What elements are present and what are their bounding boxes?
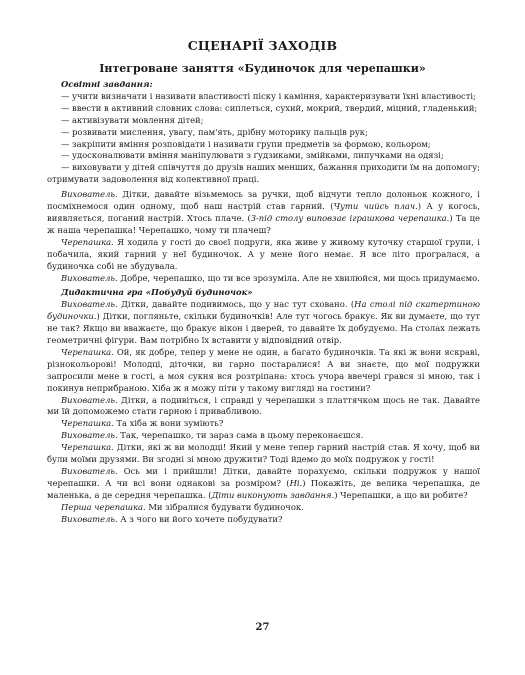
dialogue-paragraph: Перша черепашка. Ми зібралися будувати будиночок. xyxy=(61,501,304,512)
task-item: — розвивати мислення, увагу, пам'ять, дрібну моторику пальців рук; xyxy=(61,126,368,137)
stage-direction: Чути чийсь плач. xyxy=(333,201,418,212)
task-item: — удосконалювати вміння маніпулювати з ґудзиками, змійками, липучками на одязі; xyxy=(61,150,444,161)
task-item: — учити визначати і називати властивості піску і каміння, характеризувати їхні властивості; xyxy=(61,90,476,101)
speaker-name: Черепашка. xyxy=(61,418,114,429)
dialogue-paragraph: Вихователь. Так, черепашко, ти зараз сама в цьому переконаєшся. xyxy=(61,430,364,441)
stage-direction: Ні. xyxy=(289,477,303,488)
task-item: — ввести в активний словник слова: сиплеться, сухий, мокрий, твердий, міцний, гладенький; xyxy=(61,102,478,113)
dialogue-paragraph: Вихователь. А з чого ви його хочете побудувати? xyxy=(61,513,283,524)
speaker-name: Вихователь. xyxy=(61,430,118,441)
dialogue-paragraph: Вихователь. Дітки, давайте подивимось, що у нас тут сховано. (На столі під скатертиною будиночки.) Дітки, погляньте, скільки будиночків! Але тут чогось бракує. Як ви думаєте, що тут не так? Якщо ви вважаєте, що бракує вікон і дверей, то давайте їх добудуємо. На столах лежать геометричні фігури. Вам потрібно їх вставити у відповідний отвір. xyxy=(47,299,481,346)
dialogue-paragraph: Черепашка. Дітки, які ж ви молодці! Який у мене тепер гарний настрій став. Я хочу, щоб ви були моїми друзями. Ви згодні зі мною дружити? Тоді йдемо до моїх подружок у гості! xyxy=(47,442,480,465)
task-item: — закріпити вміння розповідати і називати групи предметів за формою, кольором; xyxy=(61,138,431,149)
stage-direction: З-під столу виповзає іграшкова черепашка. xyxy=(250,212,450,223)
dialogue-paragraph: Черепашка. Та хіба ж вони зуміють? xyxy=(61,418,224,429)
stage-direction: На столі під скатертиною будиночки. xyxy=(47,299,481,322)
stage-direction: Діти виконують завдання. xyxy=(211,489,335,500)
section-heading: СЦЕНАРІЇ ЗАХОДІВ xyxy=(187,38,338,53)
dialogue-paragraph: Черепашка. Ой, як добре, тепер у мене не один, а багато будиночків. Та які ж вони яскраві, різнокольорові! Молодці, діточки, ви гарно постаралися! А ви знаєте, що мої подружки запросили мене в гості, а моя сукня вся розтріпана: хтось учора ввечері грався зі мною, так і покинув неприбраною. Хіба ж я можу піти у такому вигляді на гостини? xyxy=(47,346,480,393)
speaker-name: Вихователь. xyxy=(61,513,118,524)
speaker-name: Вихователь. xyxy=(61,299,118,310)
document-body xyxy=(47,79,480,526)
page-number: 27 xyxy=(255,622,270,633)
speaker-name: Перша черепашка. xyxy=(61,501,146,512)
lesson-title: Інтегроване заняття «Будиночок для черепашки» xyxy=(99,62,426,75)
game-heading: Дидактична гра «Побудуй будиночок» xyxy=(61,287,253,298)
speaker-name: Вихователь. xyxy=(61,272,118,283)
speaker-name: Вихователь. xyxy=(61,189,118,200)
dialogue-paragraph: Вихователь. Дітки, давайте візьмемось за ручки, щоб відчути тепло долоньок кожного, і посміхнемося один одному, щоб наш настрій став гарний. (Чути чийсь плач.) А у когось, виявляється, поганий настрій. Хтось плаче. (З-під столу виповзає іграшкова черепашка.) Та це ж наша черепашка! Черепашко, чому ти плачеш? xyxy=(47,189,480,235)
speaker-name: Вихователь. xyxy=(61,466,118,476)
dialogue-paragraph: Вихователь. Добре, черепашко, що ти все зрозуміла. Але не хвилюйся, ми щось придумаємо. xyxy=(61,272,480,283)
speaker-name: Черепашка. xyxy=(61,442,114,453)
speaker-name: Черепашка. xyxy=(61,346,114,357)
task-item: — виховувати у дітей співчуття до друзів наших менших, бажання приходити їм на допомогу; отримувати задоволення від колективної праці. xyxy=(47,162,480,185)
dialogue-paragraph: Вихователь. Дітки, а подивіться, і справді у черепашки з платтячком щось не так. Давайте ми їй допоможемо стати гарною і привабливою. xyxy=(47,394,480,417)
speaker-name: Вихователь. xyxy=(61,394,118,405)
tasks-label: Освітні завдання: xyxy=(61,79,153,89)
task-item: — активізувати мовлення дітей; xyxy=(61,114,204,125)
speaker-name: Черепашка. xyxy=(61,236,114,247)
dialogue-paragraph: Вихователь. Ось ми і прийшли! Дітки, давайте порахуємо, скільки подружок у нашої черепашки. А чи всі вони однакові за розміром? (Ні.) Покажіть, де велика черепашка, де маленька, а де середня черепашка. (Діти виконують завдання.) Черепашки, а що ви робите? xyxy=(47,466,481,500)
dialogue-paragraph: Черепашка. Я ходила у гості до своєї подруги, яка живе у живому куточку старшої групи, і побачила, який гарний у неї будиночок. А у мене його немає. Я все літо програлася, а будиночка собі не збудувала. xyxy=(47,236,480,271)
